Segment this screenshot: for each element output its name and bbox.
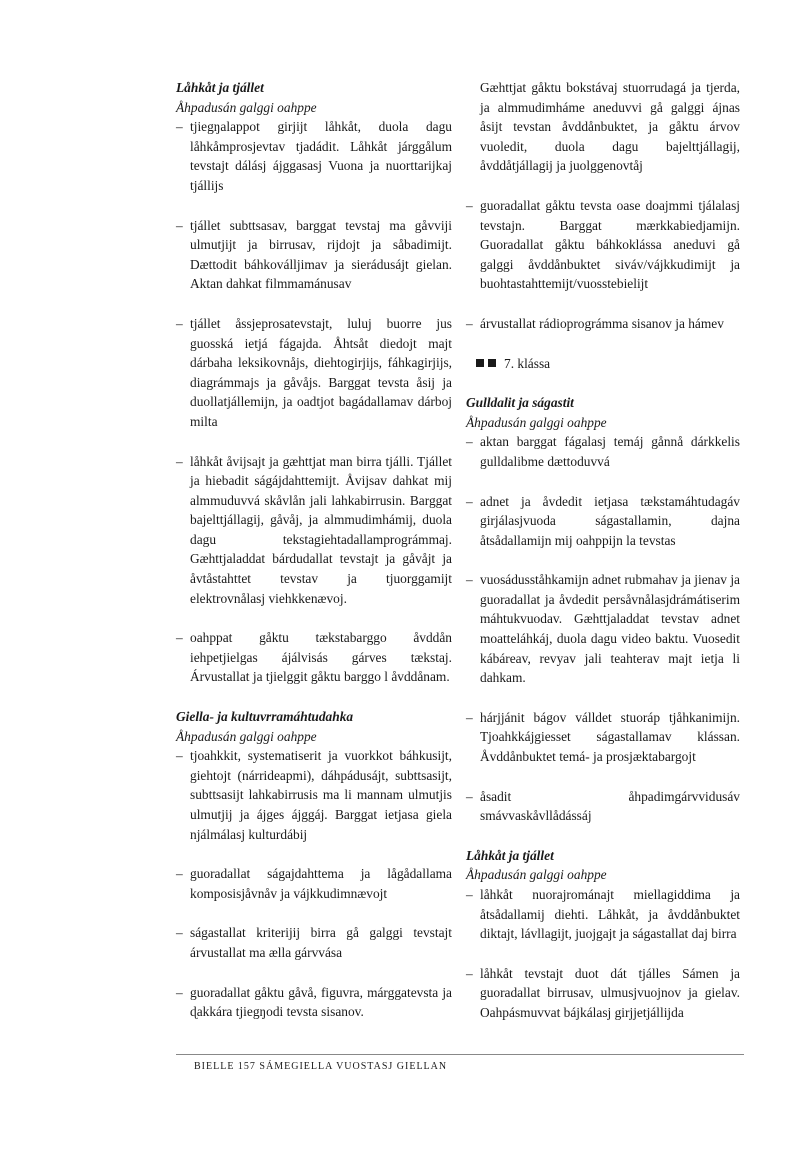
list-item: – tjállet åssjeprosatevstajt, luluj buorre jus guosská ietjá fágajda. Åhtsåt diedojt majt dárbaha leksikovnåjs, diehtogirjijs, fáhkagirjijs, diagrámmajs ja gåvåjs. Barggat tevsta åsij ja duollatjállemijn, ja oadtjot bagádallamav dárboj milta <box>176 315 452 429</box>
right-column <box>466 78 740 1023</box>
section-subheading: Åhpadusán galggi oahppe <box>466 867 607 883</box>
list-item: – hárjjánit bágov válldet stuoráp tjåhkanimijn. Tjoahkkájgiesset ságastallamav klássan. Åvddånbuktet temá- ja prosjæktabargojt <box>466 709 740 765</box>
section-subheading: Åhpadusán galggi oahppe <box>466 414 607 430</box>
list-item: – ságastallat kriterijij birra gå galggi tevstajt árvustallat ma ælla gárvvása <box>176 925 452 960</box>
list-item: – åsadit åhpadimgárvvidusáv smávvaskåvllådássáj <box>466 788 740 824</box>
section-subheading: Åhpadusán galggi oahppe <box>176 728 317 744</box>
list-item: – tjoahkkit, systematiserit ja vuorkkot báhkusijt, giehtojt (nárrideapmi), dáhpádusájt, subttsasijt, subttsasijt lahkabirrusis ma li mannam ulmutjis ulmutjij ja ájges ájggáj. Barggat ietjasa giela njálmálasj kulturdábij <box>176 748 452 842</box>
list-item: – guoradallat gåktu gåvå, figuvra, márggatevsta ja ɖakkára tjiegŋodi tevsta sisanov. <box>176 984 452 1020</box>
list-item: – árvustallat rádioprográmma sisanov ja hámev <box>466 315 724 331</box>
left-column <box>176 78 452 1022</box>
footer-divider <box>176 1054 744 1055</box>
list-item: – låhkåt nuorajrománajt miellagiddima ja åtsådallamij diehti. Låhkåt, ja åvddånbuktet diktajt, lávllagijt, juojgajt ja ságastallat daj birra <box>466 887 740 942</box>
section-heading: Låhkåt ja tjállet <box>176 80 264 95</box>
list-item: – guoradallat gåktu tevsta oase doajmmi tjálalasj tevstajn. Barggat mærkkabiedjamijn. Guoradallat gåktu báhkoklássa aneduvi gå galggi åvddånbuktet siváv/vájkkudimijt ja buohtastahttemijt/vuosstebielijt <box>466 197 740 292</box>
section-subheading: Åhpadusán galggi oahppe <box>176 99 317 115</box>
list-item: – guoradallat ságajdahttema ja lågådallama komposisjåvnåv ja vájkkudimnævojt <box>176 866 452 901</box>
page-footer: BIELLE 157 SÁMEGIELLA VUOSTASJ GIELLAN <box>194 1061 448 1072</box>
square-bullet-icon <box>488 359 496 367</box>
list-item: – tjállet subttsasav, barggat tevstaj ma gåvviji ulmutjijt ja birrusav, rijdojt ja såbadimijt. Dættodit báhkoválljimav ja sierádusájt gielan. Aktan dahkat filmmamánusav <box>176 217 452 292</box>
square-bullet-icon <box>476 359 484 367</box>
list-item: – låhkåt tevstajt duot dát tjálles Sámen ja guoradallat birrusav, ulmusjvuojnov ja gielav. Oahpásmuvvat bájkálasj girjjetjállijda <box>466 965 740 1020</box>
list-item: – vuosádusståhkamijn adnet rubmahav ja jienav ja guoradallat ja åvdedit persåvnålasjdrámátiserim máhtukvuodav. Gæhttjaladdat tevstav adnet moatteláhkáj, duola dagu video baktu. Vuosedit kábáreav, revyav jali teahterav majt ietja li dahkam. <box>466 572 740 686</box>
list-item: – aktan barggat fágalasj temáj gånnå dárkkelis gulldalibme dættoduvvá <box>466 434 740 469</box>
list-item: – oahppat gåktu tækstabarggo åvddån iehpetjielgas ájálvisás gárves tækstaj. Árvustallat ja tjielggit gåktu barggo l åvddånam. <box>176 630 452 685</box>
list-item: – låhkåt åvijsajt ja gæhttjat man birra tjálli. Tjállet ja hiebadit ságájdahttemijt. Åvijsav dahkat mij almmuduvvá skåvlån jali lahkabirrusin. Barggat bajelttjállagij, gåvåj, ja almmudimhámij, duola dagu tekstagiehtadallamprográmmaj. Gæhttjaladdat bárdudallat tevstajt ja gåvåjt ja åvtåstahttet tevstav ja tjuorggamijt elektrovnålasj viehkkenævoj. <box>176 453 452 606</box>
section-heading: Låhkåt ja tjállet <box>466 847 554 863</box>
list-item: – tjiegŋalappot girjijt låhkåt, duola dagu låhkåmprosjevtav tjadádit. Låhkåt járggålum tevstajt dálásj ájggasasj Vuona ja nuorttarijkaj tjállijs <box>176 119 452 193</box>
class-level-label: 7. klássa <box>466 354 740 374</box>
continued-paragraph: Gæhttjat gåktu bokstávaj stuorrudagá ja tjerda, ja almmudimháme aneduvvi gå galggi ájnas åsijt tevstan åvddånbuktet, ja gåktu árvov vuoledit, duola dagu bajelttjállagij, åvddåtjállagij ja juolggenovtåj <box>480 80 740 174</box>
list-item: – adnet ja åvdedit ietjasa tækstamáhtudagáv girjálasjvuoda ságastallamin, dajna åtsådallamijn mij oahppijn la tevstas <box>466 493 740 548</box>
section-heading: Giella- ja kultuvrramáhtudahka <box>176 709 354 725</box>
section-heading: Gulldalit ja ságastit <box>466 395 574 411</box>
